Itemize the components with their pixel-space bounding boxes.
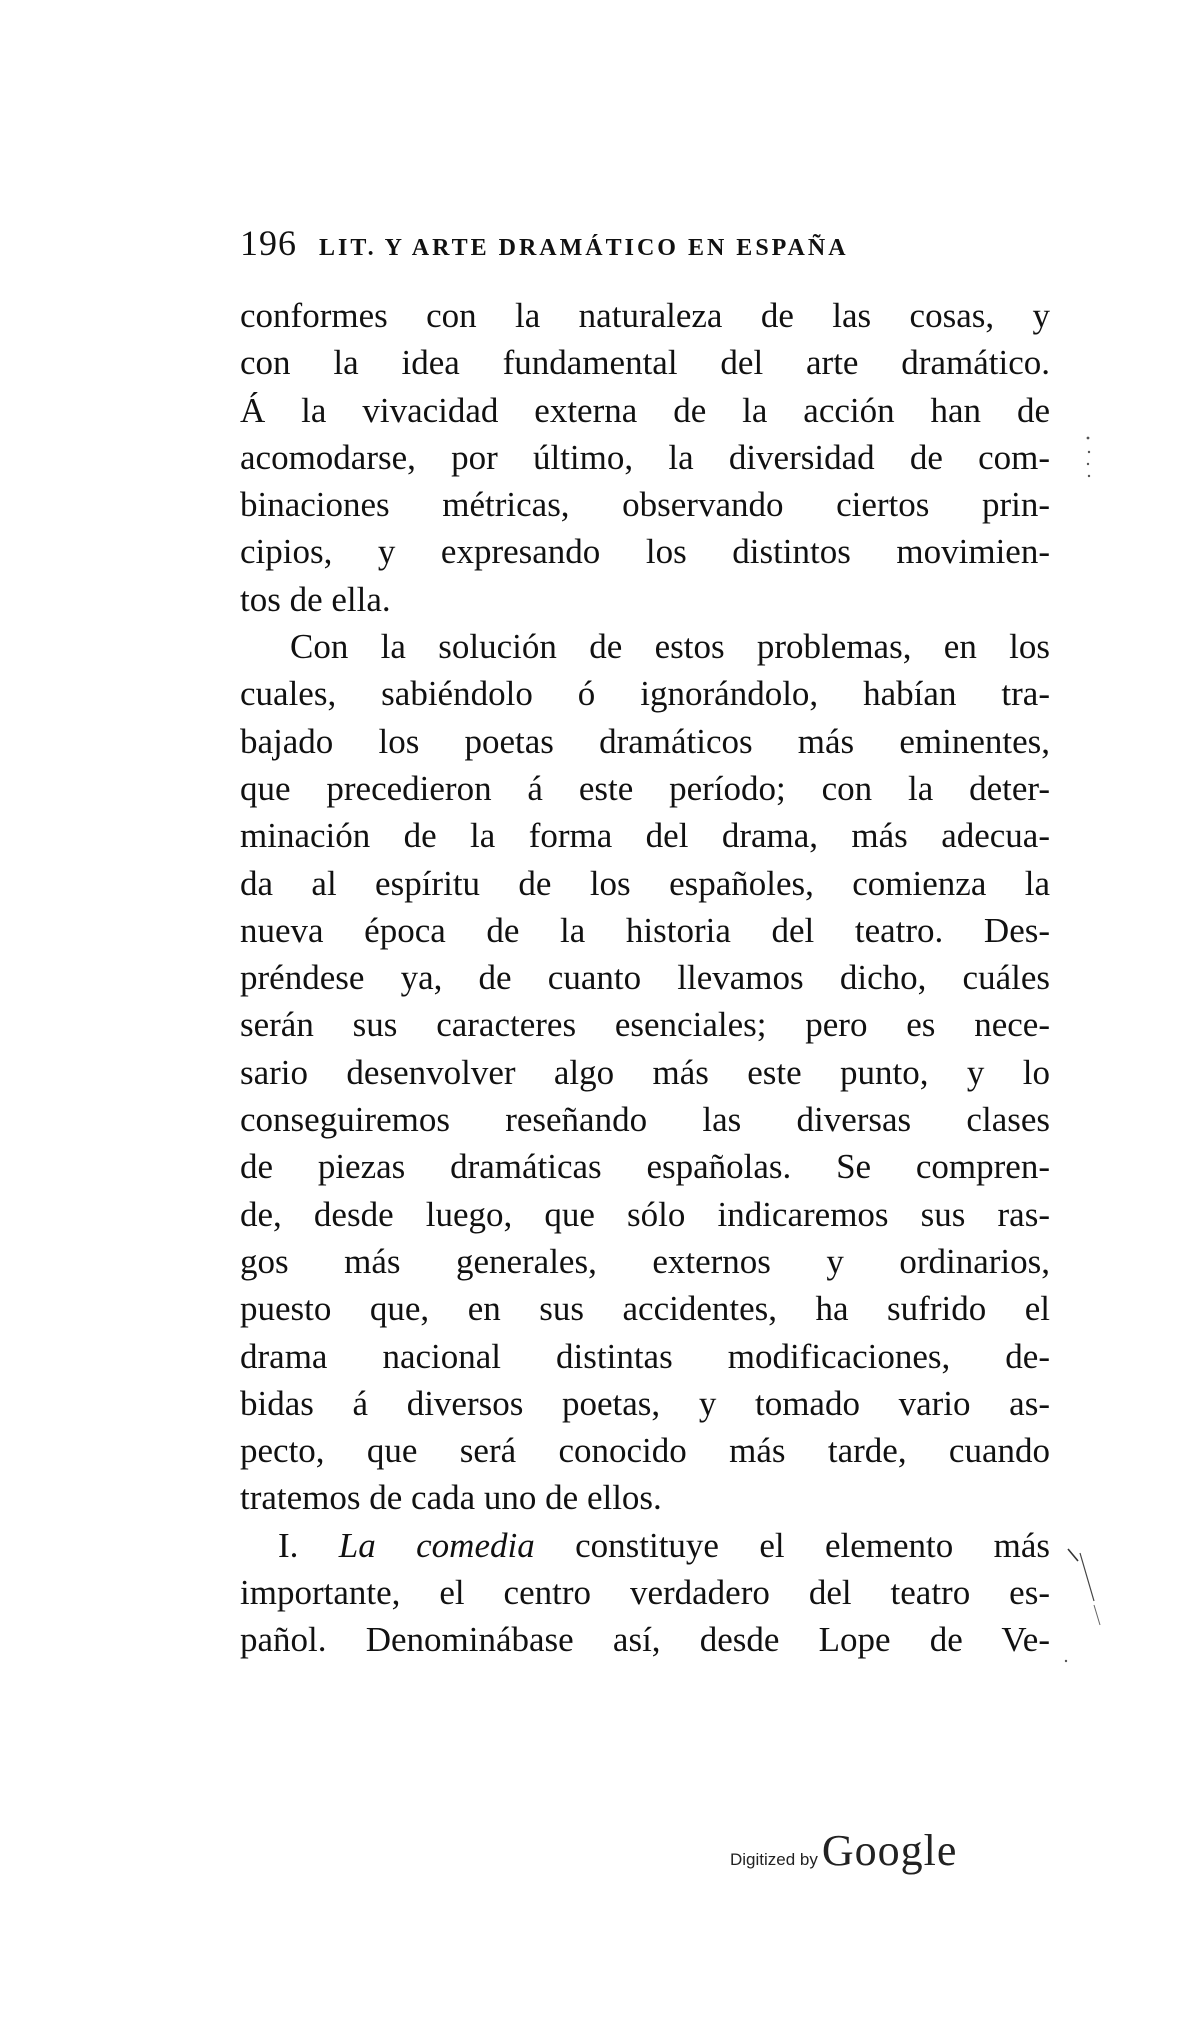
running-title: LIT. Y ARTE DRAMÁTICO EN ESPAÑA xyxy=(319,235,849,261)
margin-specks xyxy=(1080,430,1120,530)
margin-stroke-marks xyxy=(1060,1545,1120,1665)
text-line: cipios, y expresando los distintos movimien- xyxy=(240,532,1050,572)
text-line: sario desenvolver algo más este punto, y lo xyxy=(240,1052,1050,1092)
google-watermark xyxy=(730,1825,1030,1885)
google-logo: Google xyxy=(821,1826,958,1875)
section-numeral: I. xyxy=(278,1525,299,1565)
text-line: conformes con la naturaleza de las cosas, y xyxy=(240,296,1050,335)
text-line: cuales, sabiéndolo ó ignorándolo, habían tra- xyxy=(240,674,1050,714)
text-line: préndese ya, de cuanto llevamos dicho, cuáles xyxy=(240,958,1050,998)
text-line: tos de ella. xyxy=(240,579,391,619)
text-line: tratemos de cada uno de ellos. xyxy=(240,1478,662,1518)
text-line: importante, el centro verdadero del teatro es- xyxy=(240,1573,1050,1613)
text-line: puesto que, en sus accidentes, ha sufrido el xyxy=(240,1289,1050,1329)
text-line: de piezas dramáticas españolas. Se compren- xyxy=(240,1147,1050,1187)
section-i-line-1-rest: constituye el elemento más xyxy=(575,1525,1051,1565)
body-text xyxy=(240,292,1050,1664)
text-line: minación de la forma del drama, más adecua- xyxy=(240,816,1050,856)
text-line: gos más generales, externos y ordinarios, xyxy=(240,1241,1050,1281)
text-line: da al espíritu de los españoles, comienza la xyxy=(240,863,1050,903)
running-head xyxy=(240,222,1060,272)
text-line: conseguiremos reseñando las diversas clases xyxy=(240,1100,1050,1140)
text-line: bidas á diversos poetas, y tomado vario as- xyxy=(240,1383,1050,1423)
text-line: Con la solución de estos problemas, en los xyxy=(290,627,1050,667)
text-line: de, desde luego, que sólo indicaremos sus ras- xyxy=(240,1194,1050,1234)
text-line: serán sus caracteres esenciales; pero es nece- xyxy=(240,1005,1050,1045)
watermark-prefix: Digitized by xyxy=(730,1850,818,1869)
text-line: con la idea fundamental del arte dramático. xyxy=(240,343,1050,383)
text-line: bajado los poetas dramáticos más eminentes, xyxy=(240,721,1050,761)
text-line: Á la vivacidad externa de la acción han de xyxy=(240,390,1050,430)
text-line: binaciones métricas, observando ciertos prin- xyxy=(240,485,1050,525)
text-line: drama nacional distintas modificaciones, de- xyxy=(240,1336,1050,1376)
text-line: pañol. Denominábase así, desde Lope de Ve- xyxy=(240,1620,1050,1660)
text-line: pecto, que será conocido más tarde, cuando xyxy=(240,1431,1050,1471)
text-line: acomodarse, por último, la diversidad de com- xyxy=(240,437,1050,477)
text-line: que precedieron á este período; con la deter- xyxy=(240,768,1050,808)
page-number: 196 xyxy=(240,223,297,263)
italic-term: La comedia xyxy=(338,1525,535,1565)
section-i-line-1 xyxy=(240,1522,1050,1569)
text-line: nueva época de la historia del teatro. Des- xyxy=(240,910,1050,950)
